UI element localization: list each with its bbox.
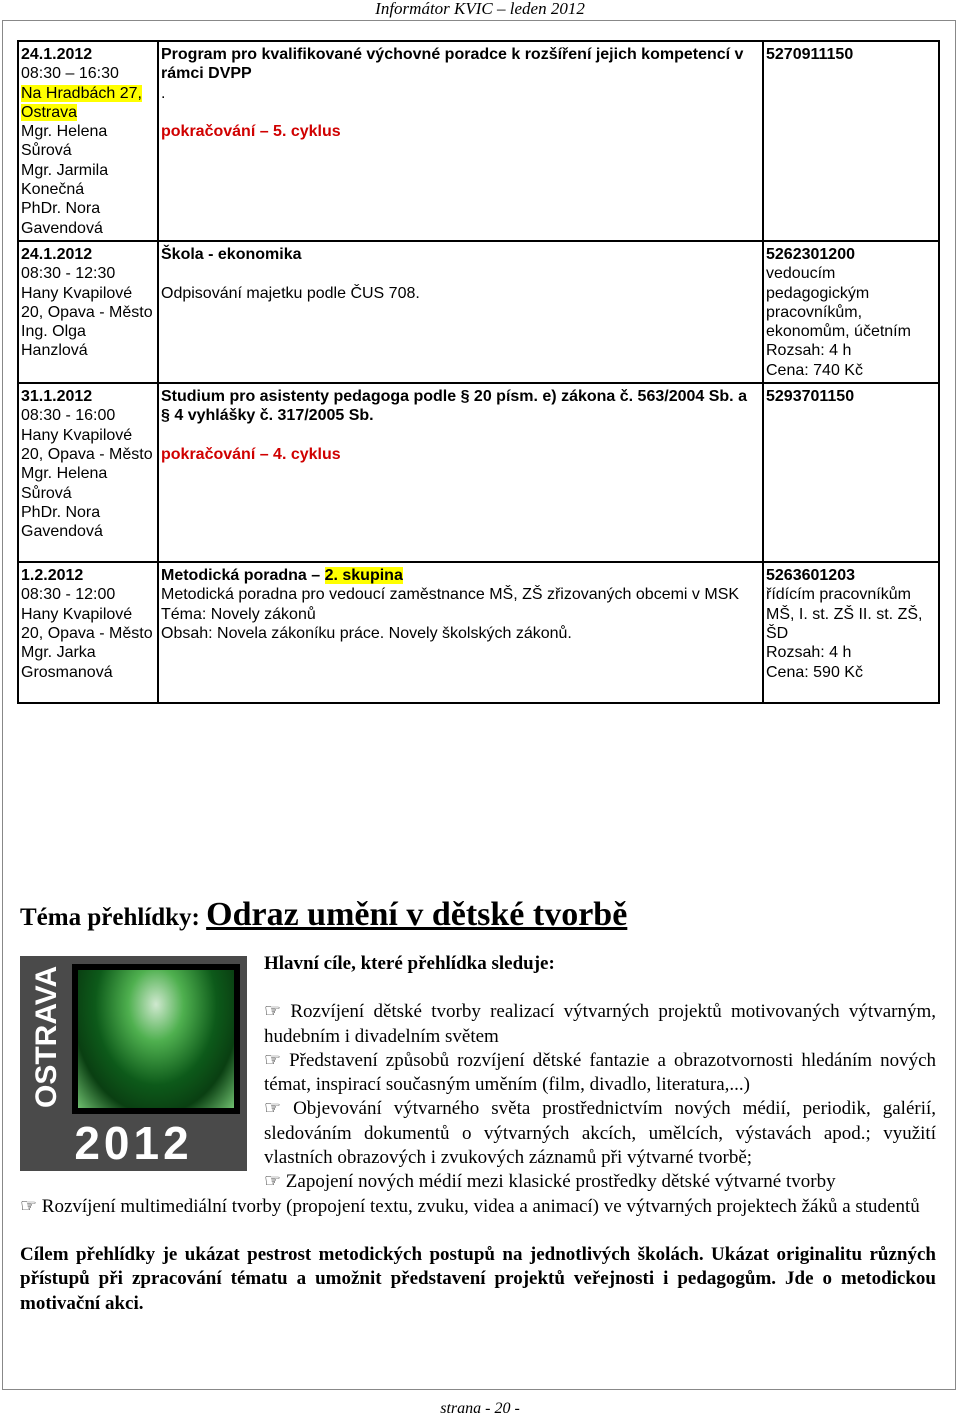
course-code: 5262301200 bbox=[766, 245, 855, 263]
lecturer: Ing. Olga Hanzlová bbox=[21, 323, 88, 360]
course-desc bbox=[158, 41, 763, 241]
group-highlight: 2. skupina bbox=[324, 567, 403, 585]
time: 08:30 - 12:00 bbox=[21, 586, 116, 604]
course-code-cell bbox=[763, 562, 939, 703]
date: 1.2.2012 bbox=[21, 567, 84, 585]
aim-paragraph: Cílem přehlídky je ukázat pestrost metodických postupů na jednotlivých školách. Ukázat originalitu různých přístupů při zpracování tématu a umožnit představení projektů veřejnosti i pedagogům. Jde o metodickou motivační akci. bbox=[20, 1243, 936, 1314]
logo-text: OSTRAVA bbox=[30, 965, 63, 1109]
hours: Rozsah: 4 h bbox=[766, 644, 852, 662]
course-table bbox=[17, 40, 940, 704]
place: Na Hradbách 27, Ostrava bbox=[21, 84, 142, 121]
price: Cena: 590 Kč bbox=[766, 663, 863, 681]
pointing-hand-icon: ☞ bbox=[264, 1001, 282, 1023]
course-title: Program pro kvalifikované výchovné poradce k rozšíření jejich kompetencí v rámci DVPP bbox=[161, 46, 744, 83]
course-code-cell bbox=[763, 41, 939, 241]
date: 24.1.2012 bbox=[21, 245, 93, 263]
logo-year: 2012 bbox=[74, 1117, 193, 1169]
pointing-hand-icon: ☞ bbox=[20, 1195, 38, 1217]
course-text: Metodická poradna pro vedoucí zaměstnance MŠ, ZŠ zřizovaných obcemi v MSK bbox=[161, 586, 740, 604]
course-info bbox=[18, 41, 158, 241]
lecturer: Mgr. Helena Sůrová bbox=[21, 465, 108, 502]
lecturer: Mgr. Jarmila Konečná bbox=[21, 161, 109, 199]
pointing-hand-icon: ☞ bbox=[264, 1171, 282, 1193]
continuation-note: pokračování – 5. cyklus bbox=[161, 123, 341, 141]
goal-text: Zapojení nových médií mezi klasické prostředky dětské výtvarné tvorby bbox=[285, 1171, 836, 1193]
goals-heading: Hlavní cíle, které přehlídka sleduje: bbox=[264, 953, 555, 974]
goal-text: Rozvíjení multimediální tvorby (propojení textu, zvuku, videa a animací) ve výtvarných projektech žáků a studentů bbox=[41, 1195, 920, 1217]
course-code: 5270911150 bbox=[766, 46, 854, 63]
time: 08:30 - 16:00 bbox=[21, 407, 116, 425]
hours: Rozsah: 4 h bbox=[766, 342, 852, 360]
show-title bbox=[20, 895, 936, 938]
course-title: Metodická poradna – bbox=[161, 567, 325, 585]
page-header: Informátor KVIC – leden 2012 bbox=[375, 0, 585, 18]
course-info bbox=[18, 241, 158, 383]
table-row bbox=[18, 241, 939, 383]
audience: řídícím pracovníkům MŠ, I. st. ZŠ II. st. ZŠ, ŠD bbox=[766, 586, 923, 642]
audience: vedoucím pedagogickým pracovníkům, ekonomům, účetním bbox=[766, 265, 911, 341]
ostrava-2012-logo bbox=[20, 956, 247, 1171]
goal-item bbox=[20, 1170, 936, 1194]
course-code-cell bbox=[763, 241, 939, 383]
course-code-cell bbox=[763, 383, 939, 562]
pointing-hand-icon: ☞ bbox=[264, 1049, 282, 1071]
goal-text: Rozvíjení dětské tvorby realizací výtvarných projektů motivovaných výtvarným, hudebním i divadelním světem bbox=[264, 1001, 936, 1047]
date: 24.1.2012 bbox=[21, 46, 93, 63]
table-row bbox=[18, 562, 939, 703]
course-info bbox=[18, 562, 158, 703]
show-section bbox=[20, 895, 936, 1316]
date: 31.1.2012 bbox=[21, 388, 93, 406]
dot: . bbox=[161, 84, 166, 102]
page-number: strana - 20 - bbox=[440, 1400, 520, 1417]
goal-text: Objevování výtvarného světa prostřednictvím nových médií, periodik, galérií, sledováním dokumentů o výtvarných akcích, umělcích, výstavách apod.; využití vlastních obrazových i zvukových záznamů při výtvarné tvorbě; bbox=[264, 1098, 937, 1169]
table-row bbox=[18, 383, 939, 562]
goal-text: Představení způsobů rozvíjení dětské fantazie a obrazotvornosti hledáním nových témat, inspirací současným uměním (film, divadlo, literatura,...) bbox=[264, 1049, 937, 1096]
course-desc bbox=[158, 383, 763, 562]
course-desc bbox=[158, 241, 763, 383]
course-info bbox=[18, 383, 158, 562]
pointing-hand-icon: ☞ bbox=[264, 1098, 282, 1120]
course-desc bbox=[158, 562, 763, 703]
green-artwork-image bbox=[72, 964, 240, 1114]
title-label: Téma přehlídky: bbox=[20, 904, 207, 931]
lecturer: PhDr. Nora Gavendová bbox=[21, 200, 103, 237]
place: Hany Kvapilové 20, Opava - Město bbox=[21, 284, 153, 321]
course-title: Škola - ekonomika bbox=[161, 245, 302, 263]
goal-item bbox=[20, 1195, 936, 1219]
table-row bbox=[18, 41, 939, 241]
course-title: Studium pro asistenty pedagoga podle § 20 písm. e) zákona č. 563/2004 Sb. a § 4 vyhlášky č. 317/2005 Sb. bbox=[161, 388, 747, 425]
title-text: Odraz umění v dětské tvorbě bbox=[206, 896, 628, 933]
place: Hany Kvapilové 20, Opava - Město bbox=[21, 426, 153, 463]
course-text: Odpisování majetku podle ČUS 708. bbox=[161, 284, 420, 302]
lecturer: PhDr. Nora Gavendová bbox=[21, 503, 103, 541]
topic: Téma: Novely zákonů bbox=[161, 605, 316, 623]
price: Cena: 740 Kč bbox=[766, 361, 863, 379]
lecturer: Mgr. Helena Sůrová bbox=[21, 123, 108, 160]
course-code: 5263601203 bbox=[766, 567, 855, 585]
lecturer: Mgr. Jarka Grosmanová bbox=[21, 644, 113, 681]
place: Hany Kvapilové 20, Opava - Město bbox=[21, 605, 153, 642]
course-code: 5293701150 bbox=[766, 388, 855, 406]
continuation-note: pokračování – 4. cyklus bbox=[161, 445, 341, 463]
time: 08:30 – 16:30 bbox=[21, 65, 119, 83]
time: 08:30 - 12:30 bbox=[21, 265, 116, 283]
content: Obsah: Novela zákoníku práce. Novely školských zákonů. bbox=[161, 624, 572, 642]
